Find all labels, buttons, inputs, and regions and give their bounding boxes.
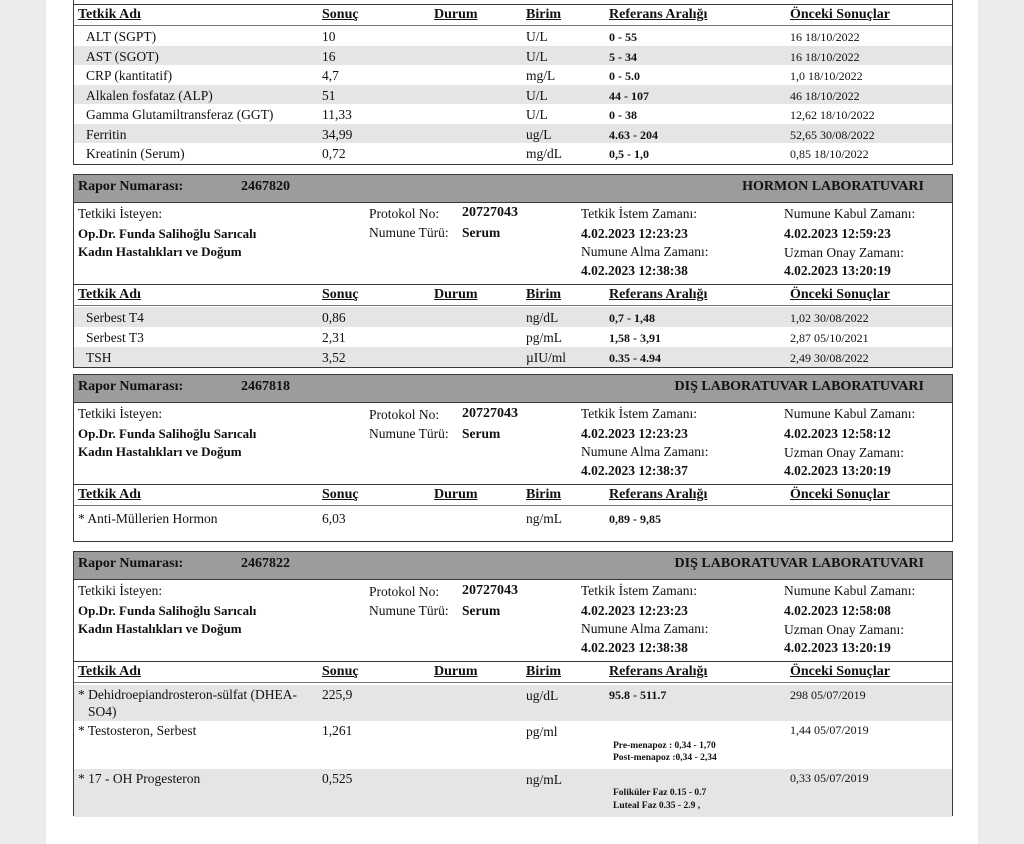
- table-row: CRP (kantitatif) 4,7 mg/L 0 - 5.0 1,0 18/10/2022: [86, 68, 863, 83]
- col-test-name: Tetkik Adı: [78, 7, 141, 22]
- col-status: Durum: [434, 487, 478, 502]
- doctor-name: Op.Dr. Funda Salihoğlu Sarıcalı: [78, 603, 257, 618]
- col-status: Durum: [434, 664, 478, 679]
- col-test-name: Tetkik Adı: [78, 664, 141, 679]
- sample-type: Serum: [462, 426, 501, 441]
- sample-type: Serum: [462, 225, 501, 240]
- col-result: Sonuç: [322, 287, 359, 302]
- col-reference: Referans Aralığı: [609, 7, 708, 22]
- doctor-name: Op.Dr. Funda Salihoğlu Sarıcalı: [78, 226, 257, 241]
- col-unit: Birim: [526, 487, 561, 502]
- request-time: 4.02.2023 12:23:23: [581, 426, 688, 441]
- lab-name: DIŞ LABORATUVAR LABORATUVARI: [674, 556, 924, 571]
- report-info: Tetkiki İsteyen: Op.Dr. Funda Salihoğlu Sarıcalı Kadın Hastalıkları ve Doğum Protokol No: 20727043 Numune Türü: Serum Tetkik İstem Zamanı: 4.02.2023 12:23:23 Numune Alma Zamanı: 4.02.2023 12:38:37 Numune Kabul Zamanı: 4.02.2023 12:58:12 Uzman Onay Zamanı: 4.02.2023 13:20:19: [74, 403, 952, 485]
- report-header: Rapor Numarası: 2467822 DIŞ LABORATUVAR LABORATUVARI: [74, 552, 952, 580]
- table-row: Alkalen fosfataz (ALP) 51 U/L 44 - 107 46 18/10/2022: [74, 85, 952, 105]
- table-row: Ferritin 34,99 ug/L 4.63 - 204 52,65 30/08/2022: [74, 124, 952, 144]
- report-info: Tetkiki İsteyen: Op.Dr. Funda Salihoğlu Sarıcalı Kadın Hastalıkları ve Doğum Protokol No: 20727043 Numune Türü: Serum Tetkik İstem Zamanı: 4.02.2023 12:23:23 Numune Alma Zamanı: 4.02.2023 12:38:38 Numune Kabul Zamanı: 4.02.2023 12:59:23 Uzman Onay Zamanı: 4.02.2023 13:20:19: [74, 203, 952, 285]
- col-unit: Birim: [526, 287, 561, 302]
- lab-name: HORMON LABORATUVARI: [742, 179, 924, 194]
- col-previous: Önceki Sonuçlar: [790, 664, 890, 679]
- report-number: 2467820: [241, 179, 290, 194]
- approval-time: 4.02.2023 13:20:19: [784, 463, 891, 478]
- sample-take-time: 4.02.2023 12:38:38: [581, 263, 688, 278]
- sample-accept-time: 4.02.2023 12:58:08: [784, 603, 891, 618]
- report-section-hormone: [73, 174, 953, 368]
- table-row: * Dehidroepiandrosteron-sülfat (DHEA- SO4) 225,9 ug/dL 95.8 - 511.7 298 05/07/2019: [74, 685, 952, 721]
- approval-time: 4.02.2023 13:20:19: [784, 640, 891, 655]
- lab-name: DIŞ LABORATUVAR LABORATUVARI: [674, 379, 924, 394]
- col-test-name: Tetkik Adı: [78, 287, 141, 302]
- column-header-row: [74, 485, 952, 506]
- protocol-number: 20727043: [462, 205, 518, 220]
- col-reference: Referans Aralığı: [609, 664, 708, 679]
- table-row: Serbest T4 0,86 ng/dL 0,7 - 1,48 1,02 30/08/2022: [74, 307, 952, 327]
- report-info: Tetkiki İsteyen: Op.Dr. Funda Salihoğlu Sarıcalı Kadın Hastalıkları ve Doğum Protokol No: 20727043 Numune Türü: Serum Tetkik İstem Zamanı: 4.02.2023 12:23:23 Numune Alma Zamanı: 4.02.2023 12:38:38 Numune Kabul Zamanı: 4.02.2023 12:58:08 Uzman Onay Zamanı: 4.02.2023 13:20:19: [74, 580, 952, 662]
- table-row: Serbest T3 2,31 pg/mL 1,58 - 3,91 2,87 05/10/2021: [86, 330, 869, 345]
- report-header: Rapor Numarası: 2467818 DIŞ LABORATUVAR LABORATUVARI: [74, 375, 952, 403]
- request-time: 4.02.2023 12:23:23: [581, 603, 688, 618]
- col-result: Sonuç: [322, 487, 359, 502]
- table-row: ALT (SGPT) 10 U/L 0 - 55 16 18/10/2022: [86, 29, 860, 44]
- col-unit: Birim: [526, 664, 561, 679]
- sample-take-time: 4.02.2023 12:38:38: [581, 640, 688, 655]
- column-header-row: [74, 5, 952, 26]
- table-row: * 17 - OH Progesteron 0,525 ng/mL Foliküler Faz 0.15 - 0.7 Luteal Faz 0.35 - 2.9 , 0,33 05/07/2019: [74, 769, 952, 817]
- report-section-amh: [73, 374, 953, 542]
- doctor-name: Op.Dr. Funda Salihoğlu Sarıcalı: [78, 426, 257, 441]
- col-reference: Referans Aralığı: [609, 487, 708, 502]
- table-row: * Anti-Müllerien Hormon 6,03 ng/mL 0,89 - 9,85: [78, 511, 661, 526]
- sample-accept-time: 4.02.2023 12:58:12: [784, 426, 891, 441]
- col-result: Sonuç: [322, 7, 359, 22]
- sample-take-time: 4.02.2023 12:38:37: [581, 463, 688, 478]
- department: Kadın Hastalıkları ve Doğum: [78, 444, 242, 459]
- column-header-row: [74, 285, 952, 306]
- col-previous: Önceki Sonuçlar: [790, 287, 890, 302]
- col-test-name: Tetkik Adı: [78, 487, 141, 502]
- col-result: Sonuç: [322, 664, 359, 679]
- column-header-row: [74, 662, 952, 683]
- report-number: 2467822: [241, 556, 290, 571]
- report-section-liver: [73, 0, 953, 165]
- protocol-number: 20727043: [462, 406, 518, 421]
- protocol-number: 20727043: [462, 583, 518, 598]
- table-row: Kreatinin (Serum) 0,72 mg/dL 0,5 - 1,0 0,85 18/10/2022: [86, 146, 869, 161]
- request-time: 4.02.2023 12:23:23: [581, 226, 688, 241]
- sample-accept-time: 4.02.2023 12:59:23: [784, 226, 891, 241]
- sample-type: Serum: [462, 603, 501, 618]
- department: Kadın Hastalıkları ve Doğum: [78, 621, 242, 636]
- table-row: AST (SGOT) 16 U/L 5 - 34 16 18/10/2022: [74, 46, 952, 66]
- report-section-dhea: [73, 551, 953, 816]
- table-row: * Testosteron, Serbest 1,261 pg/ml Pre-menapoz : 0,34 - 1,70 Post-menapoz :0,34 - 2,34 1,44 05/07/2019: [78, 723, 869, 763]
- report-header: Rapor Numarası: 2467820 HORMON LABORATUVARI: [74, 175, 952, 203]
- report-number: 2467818: [241, 379, 290, 394]
- table-row: Gamma Glutamiltransferaz (GGT) 11,33 U/L 0 - 38 12,62 18/10/2022: [86, 107, 875, 122]
- col-status: Durum: [434, 287, 478, 302]
- approval-time: 4.02.2023 13:20:19: [784, 263, 891, 278]
- col-previous: Önceki Sonuçlar: [790, 487, 890, 502]
- table-row: TSH 3,52 µIU/ml 0.35 - 4.94 2,49 30/08/2022: [74, 347, 952, 367]
- department: Kadın Hastalıkları ve Doğum: [78, 244, 242, 259]
- col-unit: Birim: [526, 7, 561, 22]
- col-status: Durum: [434, 7, 478, 22]
- col-reference: Referans Aralığı: [609, 287, 708, 302]
- col-previous: Önceki Sonuçlar: [790, 7, 890, 22]
